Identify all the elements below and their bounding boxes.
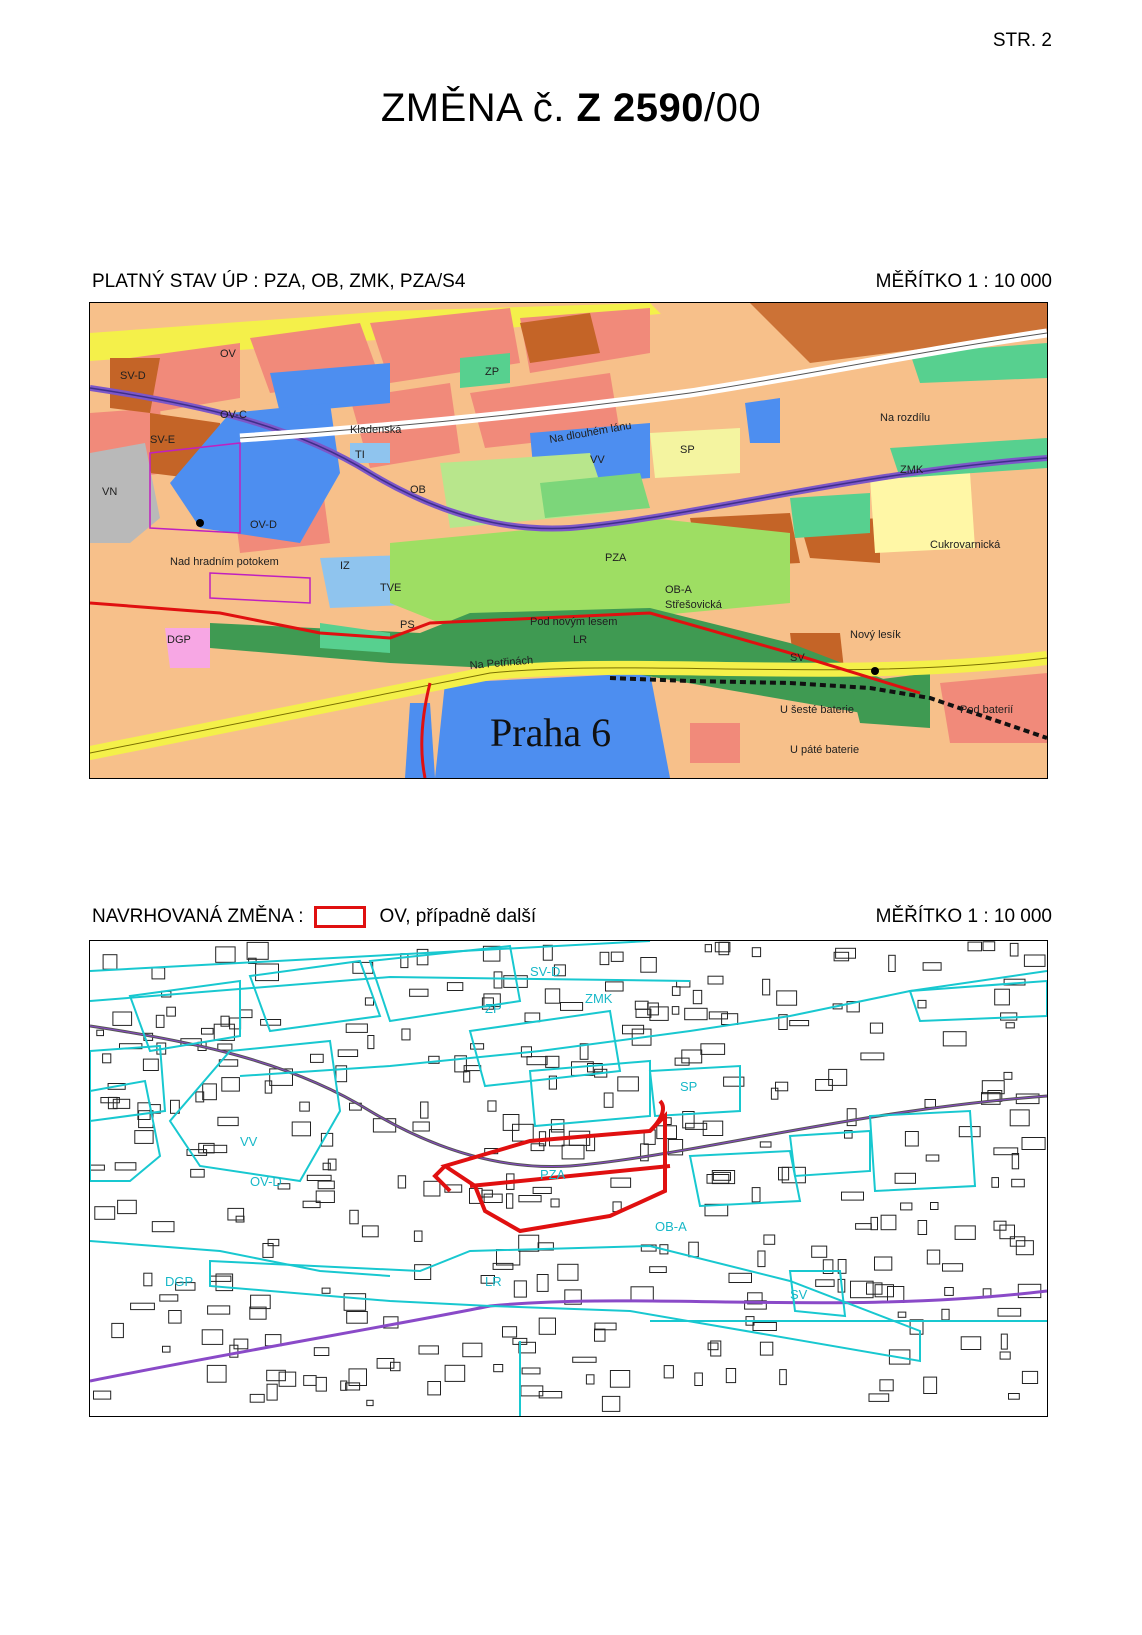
zone-label-lr: LR bbox=[573, 634, 588, 646]
zone-label-tve: TVE bbox=[380, 582, 402, 594]
street-label-nad-hradnim-potokem: Nad hradním potokem bbox=[170, 556, 279, 568]
page-number: STR. 2 bbox=[992, 30, 1052, 51]
page-title bbox=[0, 86, 1142, 131]
street-label-u-seste-baterie: U šesté baterie bbox=[780, 704, 854, 716]
street-label-na-petrinach: Na Petřinách bbox=[469, 654, 534, 672]
proposed-change-scale: MĚŘÍTKO 1 : 10 000 bbox=[875, 906, 1052, 927]
cz-label-sv: SV bbox=[790, 1287, 808, 1302]
street-label-pod-novym-lesem: Pod novým lesem bbox=[530, 616, 618, 628]
street-label-u-pate-baterie: U páté baterie bbox=[790, 744, 860, 756]
proposed-change-map bbox=[89, 940, 1048, 1417]
current-state-scale: MĚŘÍTKO 1 : 10 000 bbox=[875, 271, 1052, 292]
zone-label-ob-a: OB-A bbox=[665, 584, 692, 596]
change-area-legend-swatch bbox=[314, 906, 366, 928]
cz-label-sp: SP bbox=[680, 1079, 698, 1094]
cz-label-lr: LR bbox=[485, 1274, 502, 1289]
cadastral-map-svg bbox=[90, 941, 1047, 1416]
current-state-map bbox=[89, 302, 1048, 779]
zone-label-vv: VV bbox=[590, 454, 605, 466]
cz-label-zmk: ZMK bbox=[585, 991, 613, 1006]
cz-label-ob-a: OB-A bbox=[655, 1219, 687, 1234]
street-label-novy-lesik: Nový lesík bbox=[850, 629, 901, 641]
zone-label-iz: IZ bbox=[340, 560, 350, 572]
title-suffix: /00 bbox=[704, 86, 762, 130]
street-label-pod-baterii: Pod baterií bbox=[960, 704, 1014, 716]
zone-label-ti: TI bbox=[355, 449, 365, 461]
title-prefix: ZMĚNA č. bbox=[380, 86, 565, 130]
zone-label-dgp: DGP bbox=[167, 634, 191, 646]
street-label-stresovicka: Střešovická bbox=[665, 599, 722, 611]
zone-label-ps: PS bbox=[400, 619, 415, 631]
zone-label-pza: PZA bbox=[605, 552, 627, 564]
land-use-map-svg bbox=[90, 303, 1047, 778]
proposed-change-caption-text: NAVRHOVANÁ ZMĚNA : bbox=[92, 906, 304, 928]
cz-label-ov-d: OV-D bbox=[250, 1174, 282, 1189]
zone-label-zp: ZP bbox=[485, 366, 500, 378]
cz-label-pza: PZA bbox=[540, 1167, 566, 1182]
cz-label-vv: VV bbox=[240, 1134, 258, 1149]
zone-label-ov-d: OV-D bbox=[250, 519, 277, 531]
street-label-na-rozdilu: Na rozdílu bbox=[880, 412, 931, 424]
zone-label-sv-d: SV-D bbox=[120, 370, 146, 382]
zone-label-ov-c: OV-C bbox=[220, 409, 247, 421]
zone-label-sv: SV bbox=[790, 652, 805, 664]
street-label-cukrovarnicka: Cukrovarnická bbox=[930, 539, 1001, 551]
cz-label-sv-d: SV-D bbox=[530, 964, 561, 979]
street-label-na-dlouhem-lanu: Na dlouhém lánu bbox=[548, 419, 633, 446]
current-state-caption bbox=[92, 271, 1052, 293]
title-code: Z 2590 bbox=[576, 86, 705, 130]
cz-label-zp: ZP bbox=[485, 1001, 502, 1016]
proposed-change-caption bbox=[92, 906, 1052, 928]
zone-label-ob: OB bbox=[410, 484, 426, 496]
street-label-kladenska: Kladenská bbox=[350, 424, 402, 436]
zone-label-sp: SP bbox=[680, 444, 695, 456]
district-label: Praha 6 bbox=[490, 710, 612, 755]
zone-label-zmk: ZMK bbox=[900, 464, 924, 476]
current-state-caption-text: PLATNÝ STAV ÚP : PZA, OB, ZMK, PZA/S4 bbox=[92, 271, 466, 292]
zone-label-vn: VN bbox=[102, 486, 118, 498]
zone-label-ov: OV bbox=[220, 348, 236, 360]
zone-label-sv-e: SV-E bbox=[150, 434, 176, 446]
proposed-change-legend-label: OV, případně další bbox=[379, 906, 537, 928]
cz-label-dgp: DGP bbox=[165, 1274, 194, 1289]
